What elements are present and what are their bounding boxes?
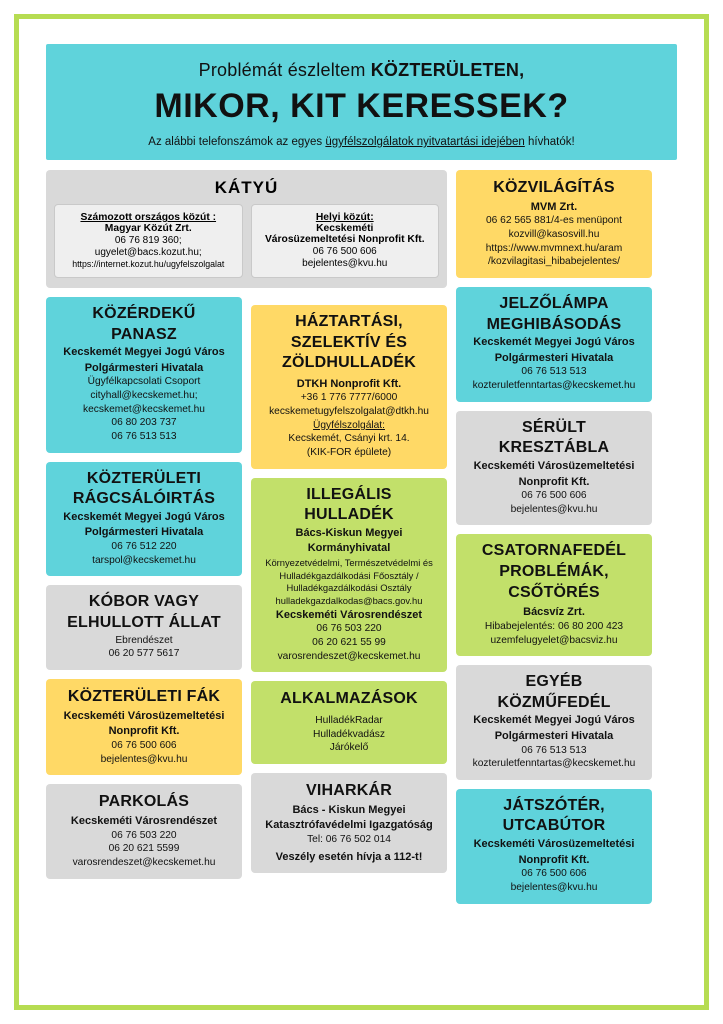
card-illegalis-org-3: Kecskeméti Városrendészet xyxy=(275,608,423,621)
card-illegalis-org-1: Bács-Kiskun Megyei xyxy=(295,526,403,539)
card-haztartasi-org: DTKH Nonprofit Kft. xyxy=(296,377,402,390)
card-kozerdeku-org-1: Kecskemét Megyei Jogú Város xyxy=(63,346,225,359)
card-kozvilagitas-email: kozvill@kasosvill.hu xyxy=(508,229,600,241)
card-haztartasi-address-2: (KIK-FOR épülete) xyxy=(306,446,392,458)
katyu-national-phone: 06 76 819 360; xyxy=(114,235,182,246)
card-jatszoter-title-1: JÁTSZÓTÉR, xyxy=(503,796,605,814)
card-jelzolampa-org-2: Polgármesteri Hivatala xyxy=(494,351,614,364)
card-haztartasi-hulladek xyxy=(251,305,447,469)
card-csatorna-org: Bácsvíz Zrt. xyxy=(523,606,585,619)
card-parkolas-title: PARKOLÁS xyxy=(98,793,190,811)
card-kozerdeku-title-1: KÖZÉRDEKŰ xyxy=(92,305,196,322)
card-kobor-title-1: KÓBOR VAGY xyxy=(88,593,200,611)
card-fak-email: bejelentes@kvu.hu xyxy=(100,753,188,765)
card-alkalmazasok-app-2: Hulladékvadász xyxy=(313,728,385,740)
card-jelzolampa xyxy=(456,287,652,402)
card-illegalis-title-1: ILLEGÁLIS xyxy=(306,485,392,503)
card-haztartasi-address: Kecskemét, Csányi krt. 14. xyxy=(288,433,410,445)
card-viharkar-emergency: Veszély esetén hívja a 112-t! xyxy=(275,850,423,863)
card-kozerdeku-dept: Ügyfélkapcsolati Csoport xyxy=(87,376,201,388)
card-ragcsalo-title-2: RÁGCSÁLÓIRTÁS xyxy=(72,490,216,508)
card-kozteruleti-ragcsaloirtas xyxy=(46,462,242,577)
card-egyeb-org-2: Polgármesteri Hivatala xyxy=(494,729,614,742)
card-jelzolampa-org-1: Kecskemét Megyei Jogú Város xyxy=(473,336,635,349)
card-csatorna-email: uzemfelugyelet@bacsviz.hu xyxy=(490,634,618,646)
header-line-1-pre: Problémát észleltem xyxy=(198,60,371,80)
card-illegalis-dept-1: Környezetvédelmi, Természetvédelmi és xyxy=(265,557,433,569)
card-kozerdeku-email-1: cityhall@kecskemet.hu; xyxy=(90,390,198,402)
card-jatszoter-org-1: Kecskeméti Városüzemeltetési xyxy=(473,838,635,851)
card-egyeb-kozmufedel xyxy=(456,665,652,780)
card-jelzolampa-phone: 06 76 513 513 xyxy=(521,366,587,378)
card-csatorna-title-3: CSŐTÖRÉS xyxy=(508,583,600,601)
poster-header xyxy=(46,44,677,160)
card-csatorna-title-1: CSATORNAFEDÉL xyxy=(481,542,627,560)
card-kozvilagitas-web-2: /kozvilagitasi_hibabejelentes/ xyxy=(488,256,620,268)
katyu-national-road-box xyxy=(54,204,243,278)
card-viharkar-org-2: Katasztrófavédelmi Igazgatóság xyxy=(265,819,433,832)
card-haztartasi-office-label: Ügyfélszolgálat: xyxy=(313,419,385,431)
card-illegalis-dept-3: Hulladékgazdálkodási Osztály xyxy=(286,582,412,594)
card-jatszoter-utcabutor xyxy=(456,789,652,904)
katyu-local-email: bejelentes@kvu.hu xyxy=(302,258,388,269)
katyu-local-phone: 06 76 500 606 xyxy=(312,246,377,257)
card-ragcsalo-org-1: Kecskemét Megyei Jogú Város xyxy=(63,510,225,523)
card-kozerdeku-org-2: Polgármesteri Hivatala xyxy=(84,361,204,374)
katyu-national-label: Számozott országos közút : xyxy=(80,212,217,223)
card-haztartasi-email: kecskemetugyfelszolgalat@dtkh.hu xyxy=(269,406,429,418)
card-kozvilagitas-title: KÖZVILÁGÍTÁS xyxy=(493,179,615,196)
card-fak-org-1: Kecskeméti Városüzemeltetési xyxy=(63,709,225,722)
card-egyeb-phone: 06 76 513 513 xyxy=(521,744,587,756)
card-ragcsalo-title-1: KÖZTERÜLETI xyxy=(86,469,202,487)
card-egyeb-email: kozteruletfenntartas@kecskemet.hu xyxy=(472,758,636,770)
card-viharkar-org-1: Bács - Kiskun Megyei xyxy=(292,803,406,816)
card-fak-title: KÖZTERÜLETI FÁK xyxy=(67,687,221,705)
card-kozvilagitas-web-1: https://www.mvmnext.hu/aram xyxy=(485,242,623,254)
card-illegalis-org-2: Kormányhivatal xyxy=(307,542,391,555)
card-ragcsalo-org-2: Polgármesteri Hivatala xyxy=(84,526,204,539)
card-parkolas-phone-2: 06 20 621 5599 xyxy=(108,843,180,855)
header-note-pre: Az alábbi telefonszámok az egyes xyxy=(148,136,326,148)
katyu-national-web: https://internet.kozut.hu/ugyfelszolgalat xyxy=(72,259,225,269)
header-note xyxy=(56,136,667,148)
card-illegalis-dept-2: Hulladékgazdálkodási Főosztály / xyxy=(279,569,419,581)
card-kresztabla-email: bejelentes@kvu.hu xyxy=(510,503,598,515)
katyu-national-org: Magyar Közút Zrt. xyxy=(104,223,192,234)
header-line-1 xyxy=(56,60,667,81)
card-alkalmazasok-app-3: Járókelő xyxy=(329,742,369,754)
card-parkolas-email: varosrendeszet@kecskemet.hu xyxy=(72,856,216,868)
card-csatorna-title-2: PROBLÉMÁK, xyxy=(499,563,609,581)
card-haztartasi-phone: +36 1 776 7777/6000 xyxy=(300,392,398,404)
card-jelzolampa-title-1: JELZŐLÁMPA xyxy=(499,295,609,313)
card-jatszoter-phone: 06 76 500 606 xyxy=(521,868,587,880)
card-serult-kresztabla xyxy=(456,411,652,526)
card-viharkar xyxy=(251,773,447,873)
card-ragcsalo-email: tarspol@kecskemet.hu xyxy=(92,554,196,566)
card-kobor-org: Ebrendészet xyxy=(115,634,173,646)
poster-content xyxy=(26,26,697,998)
card-illegalis-hulladek xyxy=(251,478,447,673)
card-egyeb-org-1: Kecskemét Megyei Jogú Város xyxy=(473,714,635,727)
card-viharkar-title: VIHARKÁR xyxy=(305,781,393,799)
card-illegalis-email-2: varosrendeszet@kecskemet.hu xyxy=(277,650,421,662)
card-kresztabla-title-1: SÉRÜLT xyxy=(521,418,586,436)
card-jelzolampa-email: kozteruletfenntartas@kecskemet.hu xyxy=(472,380,636,392)
card-illegalis-email-1: hulladekgazdalkodas@bacs.gov.hu xyxy=(275,595,423,607)
card-kobor-phone: 06 20 577 5617 xyxy=(108,648,180,660)
card-haztartasi-title-3: ZÖLDHULLADÉK xyxy=(282,354,416,372)
card-fak-phone: 06 76 500 606 xyxy=(111,739,177,751)
card-ragcsalo-phone: 06 76 512 220 xyxy=(111,541,177,553)
katyu-local-org2: Városüzemeltetési Nonprofit Kft. xyxy=(264,234,425,245)
card-kozerdeku-email-2: kecskemet@kecskemet.hu xyxy=(83,403,205,415)
card-kresztabla-org-2: Nonprofit Kft. xyxy=(518,475,590,488)
column-right xyxy=(456,170,652,904)
card-katyu-title: KÁTYÚ xyxy=(214,178,279,197)
card-haztartasi-title-1: HÁZTARTÁSI, xyxy=(295,313,403,330)
katyu-spacer xyxy=(251,170,447,296)
card-jatszoter-email: bejelentes@kvu.hu xyxy=(510,881,598,893)
card-kozerdeku-phone-2: 06 76 513 513 xyxy=(111,431,177,442)
column-middle xyxy=(251,170,447,873)
card-kozvilagitas xyxy=(456,170,652,278)
header-note-post: hívhatók! xyxy=(524,136,575,148)
card-csatornafedel xyxy=(456,534,652,656)
card-illegalis-phone-2: 06 20 621 55 99 xyxy=(312,636,386,648)
card-egyeb-title-1: EGYÉB xyxy=(525,673,583,691)
header-line-1-bold: KÖZTERÜLETEN, xyxy=(370,60,525,80)
katyu-local-label: Helyi közút: xyxy=(315,212,374,223)
card-kozerdeku-title-2: PANASZ xyxy=(111,325,177,343)
card-kresztabla-title-2: KRESZTÁBLA xyxy=(498,439,610,457)
card-egyeb-title-2: KÖZMŰFEDÉL xyxy=(497,693,611,711)
card-viharkar-phone: Tel: 06 76 502 014 xyxy=(307,834,391,846)
katyu-local-org1: Kecskeméti xyxy=(316,223,374,234)
header-note-underline: ügyfélszolgálatok nyitvatartási idejében xyxy=(325,136,525,148)
card-csatorna-phone: Hibabejelentés: 06 80 200 423 xyxy=(484,620,624,632)
page-title: MIKOR, KIT KERESSEK? xyxy=(154,87,569,125)
card-kresztabla-org-1: Kecskeméti Városüzemeltetési xyxy=(473,459,635,472)
card-alkalmazasok-app-1: HulladékRadar xyxy=(315,715,383,727)
card-fak-org-2: Nonprofit Kft. xyxy=(108,725,180,738)
card-haztartasi-title-2: SZELEKTÍV ÉS xyxy=(290,333,408,351)
card-kobor-allat xyxy=(46,585,242,669)
card-illegalis-title-2: HULLADÉK xyxy=(304,506,394,524)
card-jatszoter-title-2: UTCABÚTOR xyxy=(502,817,606,835)
card-parkolas-phone-1: 06 76 503 220 xyxy=(111,829,177,841)
katyu-national-email: ugyelet@bacs.kozut.hu; xyxy=(94,247,202,258)
card-jatszoter-org-2: Nonprofit Kft. xyxy=(518,853,590,866)
card-parkolas-org: Kecskeméti Városrendészet xyxy=(70,815,218,828)
card-kresztabla-phone: 06 76 500 606 xyxy=(521,490,587,502)
card-kozteruleti-fak xyxy=(46,679,242,775)
card-jelzolampa-title-2: MEGHIBÁSODÁS xyxy=(486,315,622,333)
card-illegalis-phone-1: 06 76 503 220 xyxy=(316,623,382,635)
card-kozvilagitas-phone: 06 62 565 881/4-es menüpont xyxy=(486,215,622,227)
card-kozerdeku-phone-1: 06 80 203 737 xyxy=(111,417,177,429)
card-kobor-title-2: ELHULLOTT ÁLLAT xyxy=(67,613,221,631)
card-columns xyxy=(46,170,677,904)
card-alkalmazasok-title: ALKALMAZÁSOK xyxy=(280,690,418,708)
card-kozerdeku-panasz xyxy=(46,297,242,453)
card-alkalmazasok xyxy=(251,681,447,764)
card-parkolas xyxy=(46,784,242,878)
card-kozvilagitas-org: MVM Zrt. xyxy=(530,200,578,213)
